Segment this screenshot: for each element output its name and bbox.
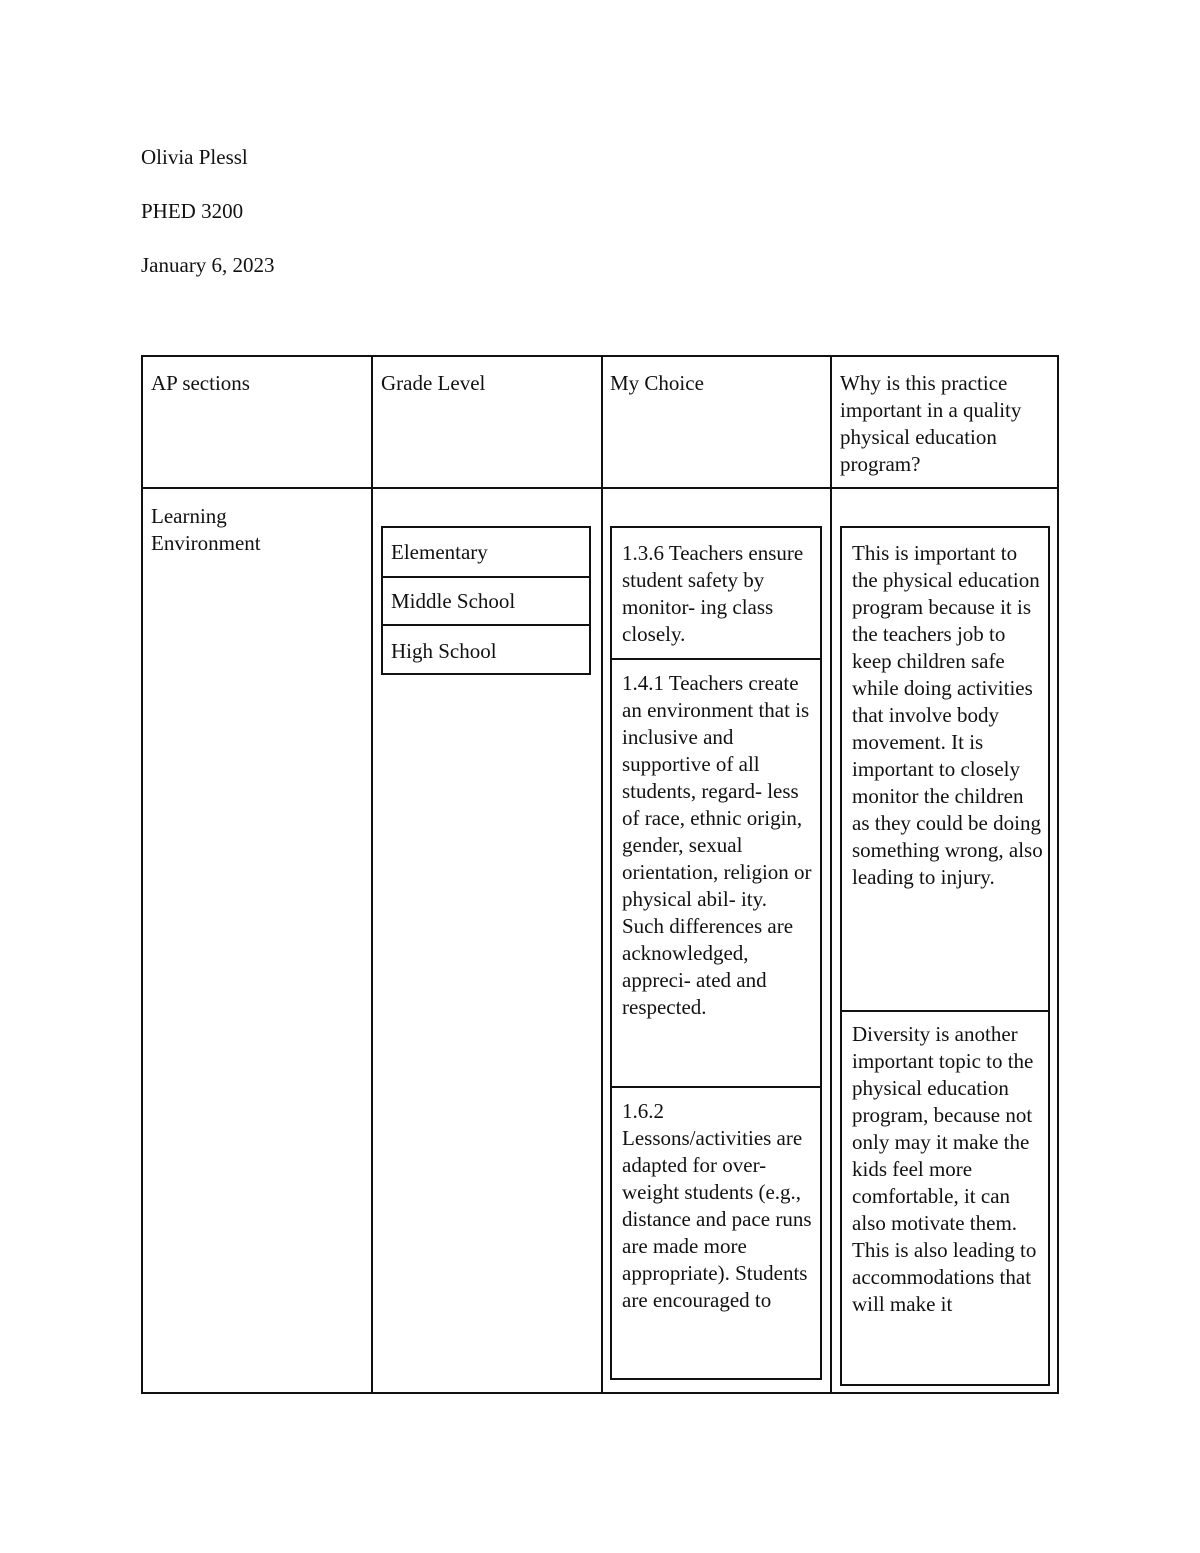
choice-1-3-6: 1.3.6 Teachers ensure student safety by monitor- ing class closely. [622, 541, 804, 646]
section-learning-environment: Learning Environment [151, 504, 261, 555]
choice-divider [612, 658, 820, 660]
reason-safety: This is important to the physical education program because it is the teachers job to keep children safe while doing activities that involve body movement. It is important to closely monitor the children as they could be doing something wrong, also leading to injury. [852, 541, 1043, 889]
reason-divider [842, 1010, 1048, 1012]
header-why-important: Why is this practice important in a quality physical education program? [840, 371, 1022, 476]
choice-divider [612, 1086, 820, 1088]
column-divider [371, 357, 373, 1392]
document-date: January 6, 2023 [141, 253, 275, 277]
course-code: PHED 3200 [141, 199, 244, 223]
header-my-choice: My Choice [610, 371, 704, 395]
choice-1-4-1: 1.4.1 Teachers create an environment that is inclusive and supportive of all students, regard- less of race, ethnic origin, gender, sexual orientation, religion or physical abil- ity. Such differences are acknowledged, appreci- ated and respected. [622, 671, 812, 1019]
column-divider [601, 357, 603, 1392]
column-divider [830, 357, 832, 1392]
choice-list [610, 526, 822, 1380]
reason-list [840, 526, 1050, 1386]
grade-elementary: Elementary [391, 540, 488, 564]
header-ap-sections: AP sections [151, 371, 250, 395]
practice-table [141, 355, 1059, 1394]
grade-divider [383, 576, 589, 578]
student-name: Olivia Plessl [141, 145, 248, 169]
grade-high-school: High School [391, 639, 497, 663]
grade-middle-school: Middle School [391, 589, 516, 613]
header-row-divider [143, 487, 1057, 489]
grade-level-list [381, 526, 591, 675]
header-grade-level: Grade Level [381, 371, 486, 395]
grade-divider [383, 624, 589, 626]
choice-1-6-2: 1.6.2 Lessons/activities are adapted for over- weight students (e.g., distance and pace runs are made more appropriate). Students are encouraged to [622, 1099, 812, 1312]
reason-diversity: Diversity is another important topic to the physical education program, because not only may it make the kids feel more comfortable, it can also motivate them. This is also leading to accommodations that will make it [852, 1022, 1037, 1316]
